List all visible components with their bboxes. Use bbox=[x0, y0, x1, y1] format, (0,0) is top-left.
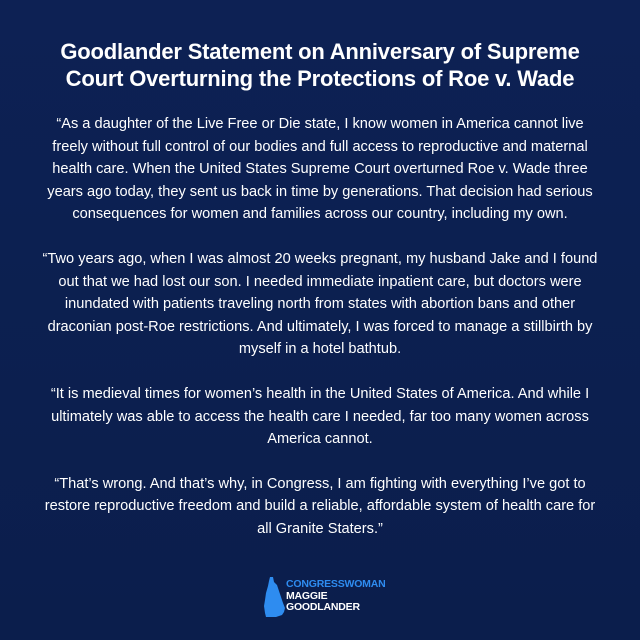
new-hampshire-state-icon bbox=[262, 576, 286, 618]
congresswoman-logo bbox=[262, 576, 386, 622]
logo-last-name: GOODLANDER bbox=[286, 601, 360, 613]
statement-paragraph-3: “It is medieval times for women’s health in the United States of America. And while I ultimately was able to access the health care I needed, far too many women across America cannot. bbox=[50, 385, 590, 448]
logo-first-name: MAGGIE bbox=[286, 589, 328, 602]
logo-title: CONGRESSWOMAN bbox=[286, 578, 386, 590]
statement-title: Goodlander Statement on Anniversary of Supreme Court Overturning the Protections of Roe v. Wade bbox=[60, 39, 580, 91]
statement-paragraph-2: “Two years ago, when I was almost 20 weeks pregnant, my husband Jake and I found out that we had lost our son. I needed immediate inpatient care, but doctors were inundated with patients traveling north from states with abortion bans and other draconian post-Roe restrictions. And ultimately, I was forced to manage a stillbirth by myself in a hotel bathtub. bbox=[42, 250, 598, 358]
statement-paragraph-1: “As a daughter of the Live Free or Die state, I know women in America cannot live freely without full control of our bodies and full access to reproductive and maternal health care. When the United States Supreme Court overturned Roe v. Wade three years ago today, they sent us back in time by generations. That decision had serious consequences for women and families across our country, including my own. bbox=[47, 116, 593, 223]
statement-body bbox=[42, 113, 598, 563]
logo-wordmark bbox=[286, 579, 385, 614]
statement-paragraph-4: “That’s wrong. And that’s why, in Congress, I am fighting with everything I’ve got to restore reproductive freedom and build a reliable, affordable system of health care for all Granite Staters.” bbox=[44, 475, 596, 537]
